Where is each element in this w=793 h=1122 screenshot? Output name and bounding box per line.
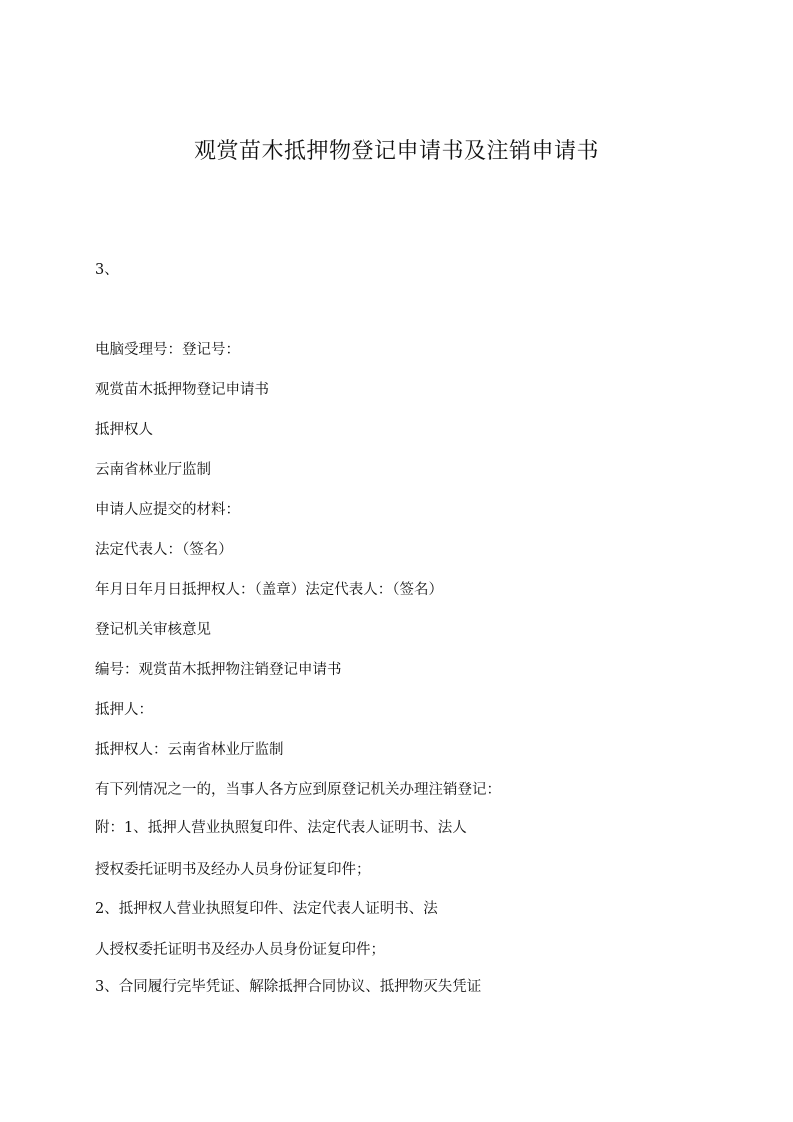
- text-line-attachment-1-cont: 授权委托证明书及经办人员身份证复印件；: [95, 862, 371, 878]
- text-line-section-number: 3、: [95, 262, 119, 278]
- text-line-receipt-number: 电脑受理号：登记号：: [95, 342, 240, 358]
- text-line-attachment-1: 附：1、抵押人营业执照复印件、法定代表人证明书、法人: [95, 820, 467, 836]
- text-line-required-materials: 申请人应提交的材料：: [95, 502, 240, 518]
- text-line-mortgagee-supervisor: 抵押权人：云南省林业厅监制: [95, 742, 284, 758]
- text-line-mortgagor: 抵押人：: [95, 702, 153, 718]
- text-line-mortgagee: 抵押权人: [95, 422, 153, 438]
- document-title: 观赏苗木抵押物登记申请书及注销申请书: [193, 139, 599, 164]
- text-line-legal-representative: 法定代表人：（签名）: [95, 542, 233, 558]
- text-line-attachment-3: 3、合同履行完毕凭证、解除抵押合同协议、抵押物灭失凭证: [95, 979, 482, 995]
- text-line-review-opinion: 登记机关审核意见: [95, 622, 211, 638]
- text-line-attachment-2: 2、抵押权人营业执照复印件、法定代表人证明书、法: [95, 901, 438, 917]
- text-line-date-signature: 年月日年月日抵押权人：（盖章）法定代表人：（签名）: [95, 582, 443, 598]
- text-line-supervisor: 云南省林业厅监制: [95, 462, 211, 478]
- text-line-cancellation-conditions: 有下列情况之一的，当事人各方应到原登记机关办理注销登记：: [95, 782, 501, 798]
- text-line-application-title: 观赏苗木抵押物登记申请书: [95, 382, 269, 398]
- text-line-attachment-2-cont: 人授权委托证明书及经办人员身份证复印件；: [95, 942, 385, 958]
- text-line-cancellation-title: 编号：观赏苗木抵押物注销登记申请书: [95, 662, 342, 678]
